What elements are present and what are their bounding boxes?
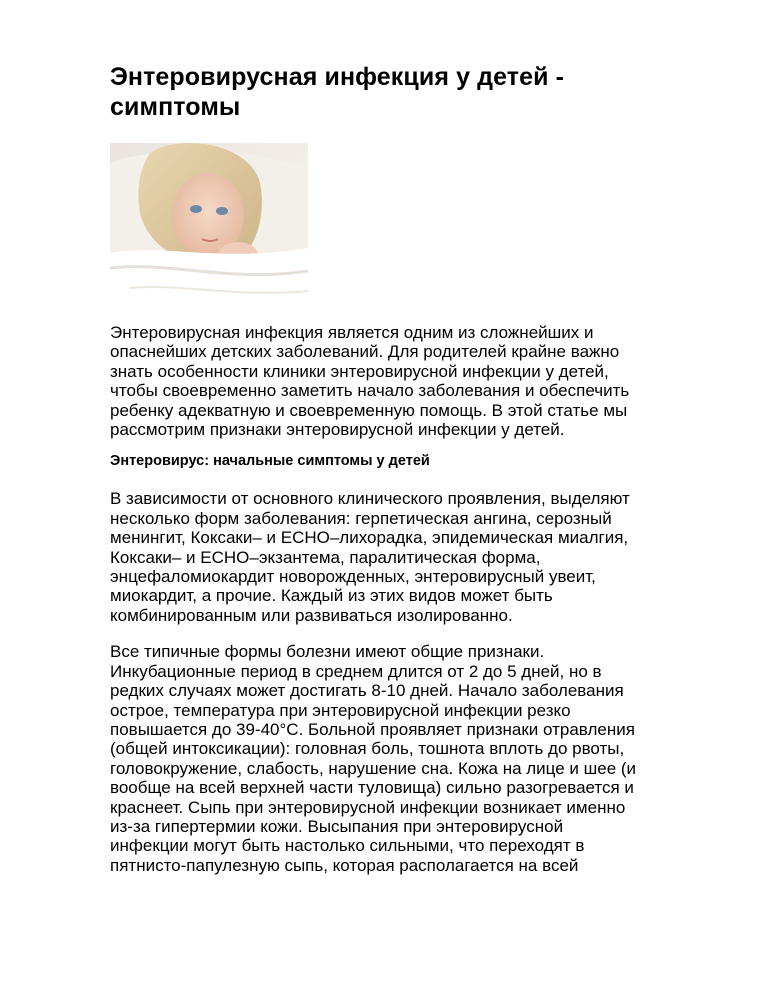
- sick-child-illustration: [110, 143, 308, 305]
- symptoms-paragraph: [110, 642, 720, 875]
- text-line: пятнисто-папулезную сыпь, которая располагается на всей: [110, 855, 579, 875]
- text-line: повышается до 39-40°С. Больной проявляет признаки отравления: [110, 719, 635, 739]
- text-line: менингит, Коксаки– и ЕСНО–лихорадка, эпидемическая миалгия,: [110, 528, 629, 548]
- article-title: [110, 62, 720, 122]
- text-line: ребенку адекватную и своевременную помощь. В этой статье мы: [110, 400, 628, 420]
- text-line: опаснейших детских заболеваний. Для родителей крайне важно: [110, 342, 620, 362]
- text-line: несколько форм заболевания: герпетическая ангина, серозный: [110, 508, 612, 528]
- text-line: инфекции могут быть настолько сильными, что переходят в: [110, 836, 585, 856]
- text-line: энцефаломиокардит новорожденных, энтеровирусный увеит,: [110, 567, 596, 587]
- document-page: [110, 62, 720, 875]
- text-line: из-за гипертермии кожи. Высыпания при энтеровирусной: [110, 816, 564, 836]
- text-line: острое, температура при энтеровирусной инфекции резко: [110, 700, 571, 720]
- text-line: Энтеровирусная инфекция является одним из сложнейших и: [110, 323, 594, 342]
- text-line: головокружение, слабость, нарушение сна. Кожа на лице и шее (и: [110, 758, 637, 778]
- title-line: Энтеровирусная инфекция у детей -: [110, 63, 565, 91]
- text-line: знать особенности клиники энтеровирусной инфекции у детей,: [110, 361, 609, 381]
- text-line: комбинированным или развиваться изолированно.: [110, 605, 513, 625]
- text-line: Коксаки– и ЕСНО–экзантема, паралитическая форма,: [110, 547, 541, 567]
- text-line: В зависимости от основного клинического проявления, выделяют: [110, 489, 630, 509]
- intro-paragraph: [110, 323, 720, 439]
- text-line: чтобы своевременно заметить начало заболевания и обеспечить: [110, 381, 630, 401]
- section-heading: Энтеровирус: начальные симптомы у детей: [110, 453, 430, 470]
- text-line: (общей интоксикации): головная боль, тошнота вплоть до рвоты,: [110, 739, 625, 759]
- text-line: Все типичные формы болезни имеют общие признаки.: [110, 642, 545, 662]
- forms-paragraph: [110, 489, 720, 625]
- text-line: редких случаях может достигать 8-10 дней. Начало заболевания: [110, 681, 624, 701]
- text-line: краснеет. Сыпь при энтеровирусной инфекции возникает именно: [110, 797, 626, 817]
- text-line: рассмотрим признаки энтеровирусной инфекции у детей.: [110, 420, 565, 440]
- title-line: симптомы: [110, 93, 241, 121]
- sick-child-photo: [110, 143, 308, 305]
- text-line: Инкубационные период в среднем длится от 2 до 5 дней, но в: [110, 661, 602, 681]
- text-line: миокардит, а прочие. Каждый из этих видов может быть: [110, 586, 553, 606]
- text-line: вообще на всей верхней части туловища) сильно разогревается и: [110, 778, 634, 798]
